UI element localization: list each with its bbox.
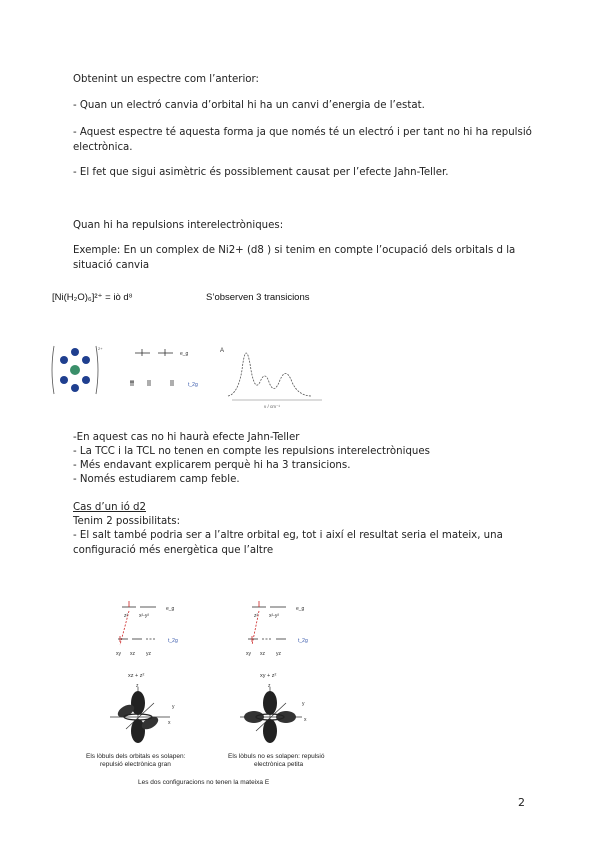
d2-heading: Cas d’un ió d2	[73, 502, 147, 513]
right-orbital-diagram	[248, 601, 286, 645]
spectrum-curve	[228, 353, 312, 396]
left-eg-label: e_g	[166, 606, 175, 612]
left-x-axis-label: x	[168, 720, 171, 726]
left-t2g-label: t_2g	[168, 638, 178, 644]
right-z-axis-label: z	[268, 683, 271, 689]
left-xz-label: xz	[130, 651, 135, 657]
right-t2g-label: t_2g	[298, 638, 308, 644]
right-z2-label: z²	[254, 613, 259, 619]
right-yz-label: yz	[276, 651, 281, 657]
transitions-label: S’observen 3 transicions	[206, 292, 310, 303]
left-xy-label: xy	[116, 651, 121, 657]
bullet-orbital-change: - Quan un electró canvia d’orbital hi ha un canvi d’energia de l’estat.	[73, 100, 425, 111]
intro-text: Obtenint un espectre com l’anterior:	[73, 74, 259, 85]
bottom-caption: Les dos configuracions no tenen la mateixa E	[138, 779, 270, 786]
left-caption-line1: Els lòbuls dels orbitals es solapen:	[86, 753, 186, 760]
left-x2y2-label: x²-y²	[139, 613, 149, 619]
left-orbital-diagram	[118, 601, 156, 645]
list-tcc-tcl: - La TCC i la TCL no tenen en compte les repulsions interelectròniques	[73, 446, 430, 457]
left-z2-label: z²	[124, 613, 129, 619]
right-xz-label: xz	[260, 651, 265, 657]
orbital-diagram-icon	[130, 349, 173, 386]
left-orbital-lobes-icon	[110, 687, 170, 743]
left-config-label: xz + z²	[128, 673, 145, 679]
right-orbital-lobes-icon	[240, 687, 302, 743]
absorbance-axis-label: A	[220, 348, 225, 354]
right-caption-line2: electrònica petita	[254, 761, 304, 768]
right-y-axis-label: y	[302, 701, 305, 707]
page-number: 2	[518, 796, 525, 809]
d2-configurations-figure	[80, 595, 330, 760]
list-three-transitions: - Més endavant explicarem perquè hi ha 3 transicions.	[73, 460, 351, 471]
right-config-label: xy + z²	[260, 673, 277, 679]
complex-label: [Ni(H₂O)₆]²⁺ = iò d⁸	[52, 292, 133, 303]
left-y-axis-label: y	[172, 704, 175, 710]
left-caption-line2: repulsió electrònica gran	[100, 761, 171, 768]
t2g-label: t_2g	[188, 382, 198, 388]
right-x-axis-label: x	[304, 717, 307, 723]
left-yz-label: yz	[146, 651, 151, 657]
d2-possibilities: Tenim 2 possibilitats:	[73, 516, 181, 527]
right-caption-line1: Els lòbuls no es solapen: repulsió	[228, 753, 325, 760]
right-x2y2-label: x²-y²	[269, 613, 279, 619]
right-eg-label: e_g	[296, 606, 305, 612]
charge-label: 2+	[98, 346, 103, 351]
left-z-axis-label: z	[136, 683, 139, 689]
list-no-jahn-teller: -En aquest cas no hi haurà efecte Jahn-Teller	[73, 432, 300, 443]
example-text: Exemple: En un complex de Ni2+ (d8 ) si tenim en compte l’ocupació dels orbitals d la situació canvia	[73, 245, 516, 271]
d2-explanation: - El salt també podria ser a l’altre orbital eg, tot i així el resultat seria el mateix, una configuració més energètica que l’altre	[73, 530, 503, 556]
repulsions-heading: Quan hi ha repulsions interelectròniques:	[73, 220, 284, 231]
list-weak-field: - Només estudiarem camp feble.	[73, 474, 240, 485]
ni-complex-figure	[50, 340, 330, 410]
octahedral-complex-icon	[52, 346, 98, 394]
wavenumber-axis-label: ν / cm⁻¹	[264, 404, 280, 409]
right-xy-label: xy	[246, 651, 251, 657]
eg-label: e_g	[180, 351, 189, 357]
bullet-single-electron: - Aquest espectre té aquesta forma ja que només té un electró i per tant no hi ha repulsió electrònica.	[73, 127, 532, 153]
bullet-jahn-teller: - El fet que sigui asimètric és possiblement causat per l’efecte Jahn-Teller.	[73, 167, 449, 178]
